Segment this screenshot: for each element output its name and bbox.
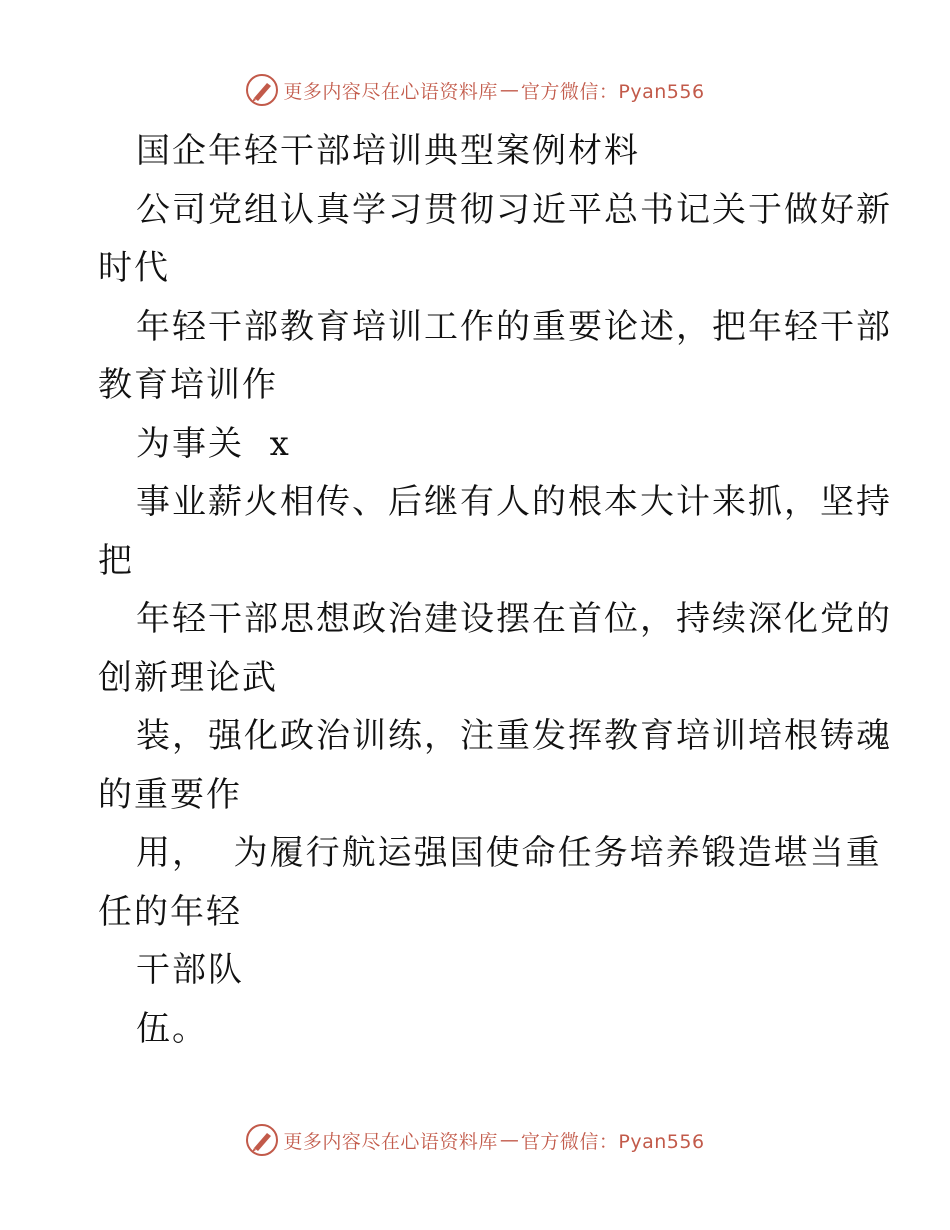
paragraph-line: 为事关 x bbox=[136, 423, 291, 464]
paragraph-line: 伍。 bbox=[136, 1008, 208, 1049]
pen-logo-icon bbox=[245, 73, 279, 107]
pen-logo-icon bbox=[245, 1123, 279, 1157]
paragraph-line: 教育培训作 bbox=[98, 365, 278, 405]
paragraph-line: 干部队 bbox=[136, 950, 244, 990]
watermark-separator: — bbox=[499, 79, 519, 101]
paragraph-line: 用， 为履行航运强国使命任务培养锻造堪当重 bbox=[136, 833, 882, 873]
document-title: 国企年轻干部培训典型案例材料 bbox=[136, 131, 640, 171]
watermark-contact: 官方微信：Pyan556 bbox=[520, 80, 705, 103]
watermark-separator: — bbox=[499, 1129, 519, 1151]
document-body bbox=[98, 122, 892, 1058]
paragraph-line: 事业薪火相传、后继有人的根本大计来抓，坚持 bbox=[136, 482, 892, 522]
paragraph-line: 时代 bbox=[98, 248, 170, 288]
paragraph-line: 装，强化政治训练，注重发挥教育培训培根铸魂 bbox=[136, 716, 892, 756]
watermark-site: 更多内容尽在心语资料库 bbox=[283, 1130, 498, 1153]
paragraph-line: 的重要作 bbox=[98, 774, 242, 815]
paragraph-line: 公司党组认真学习贯彻习近平总书记关于做好新 bbox=[136, 189, 892, 230]
footer-watermark bbox=[0, 1120, 950, 1160]
watermark-site: 更多内容尽在心语资料库 bbox=[283, 80, 498, 103]
header-watermark bbox=[0, 70, 950, 110]
paragraph-line: 把 bbox=[98, 540, 134, 581]
watermark-contact: 官方微信：Pyan556 bbox=[520, 1130, 705, 1153]
paragraph-line: 年轻干部教育培训工作的重要论述，把年轻干部 bbox=[136, 306, 892, 347]
paragraph-line: 年轻干部思想政治建设摆在首位，持续深化党的 bbox=[136, 599, 892, 639]
paragraph-line: 创新理论武 bbox=[98, 657, 278, 698]
paragraph-line: 任的年轻 bbox=[98, 891, 242, 932]
